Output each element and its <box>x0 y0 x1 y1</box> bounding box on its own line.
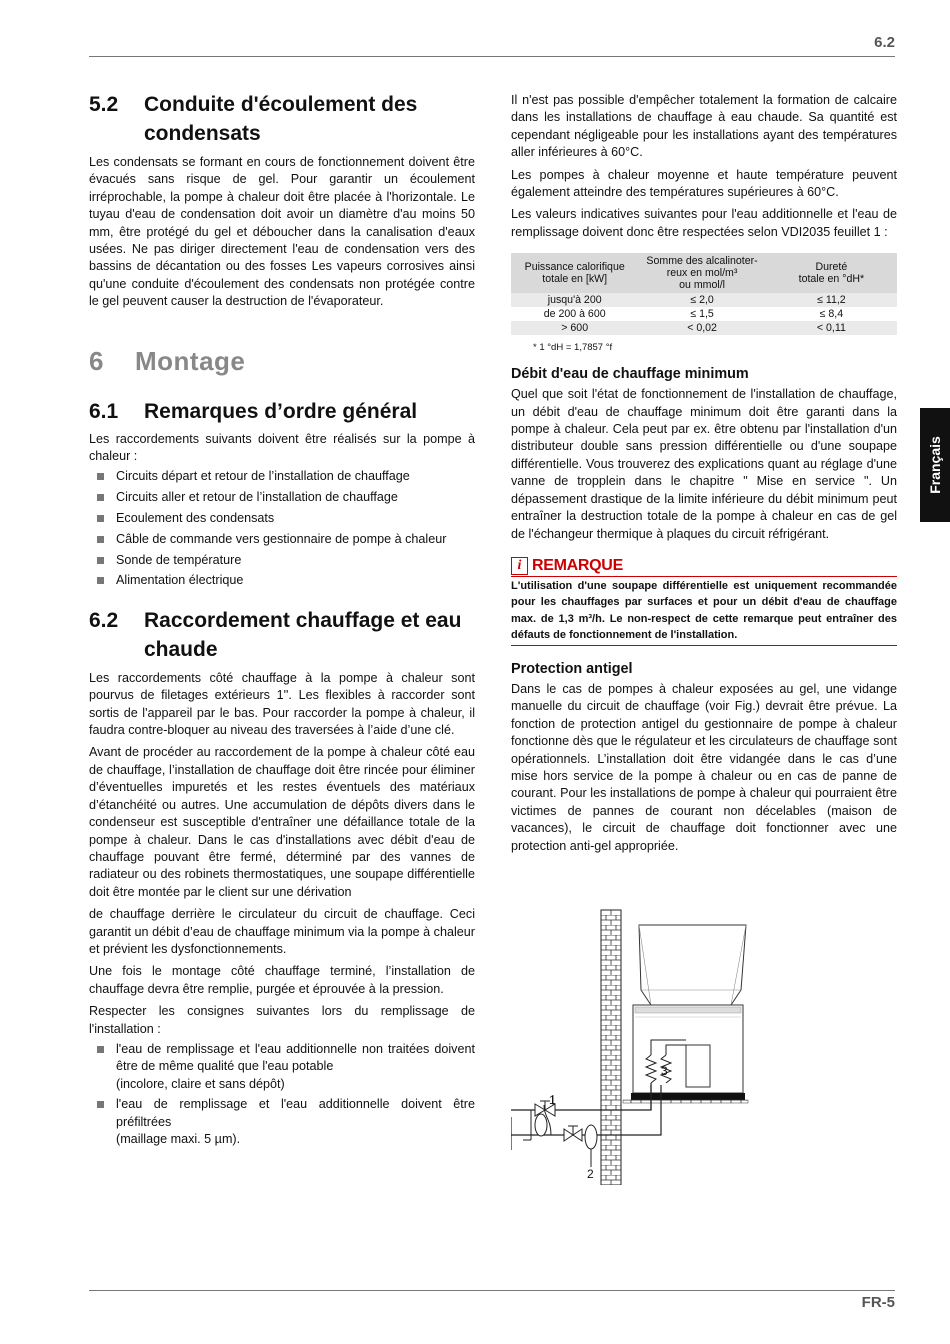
section-6-2-paragraph: Avant de procéder au raccordement de la pompe à chaleur côté eau de chauffage, l’installation de chauffage doit être rincée pour éliminer d’éventuelles impuretés et les restes éventuels des matériaux d’étanchéité ou autres. Une accumulation de dépôts divers dans le condenseur est susceptible d'entraîner une défaillance totale de la pompe à chaleur. Dans le cas d'installations avec débit d'eau de chauffage pouvant être fermé, déterminé par des vannes de radiateur ou des robinets thermostatiques, une soupape différentielle doit être montée par le client sur une dérivation <box>89 745 475 899</box>
section-6-2-paragraph: de chauffage derrière le circulateur du circuit de chauffage. Ceci garantit un débit d’eau de chauffage minimum via la pompe à chaleur et prévient les dysfonctionnements. <box>89 907 475 956</box>
list-item: Alimentation électrique <box>89 572 475 589</box>
chapter-title: Montage <box>135 345 246 376</box>
table-row <box>511 321 897 335</box>
table-cell: jusqu'à 200 <box>511 293 638 307</box>
table-header-cell: Puissance calorifique totale en [kW] <box>511 253 638 293</box>
note-header <box>511 557 897 577</box>
heat-pump-hood <box>639 925 746 1005</box>
subheading-antifreeze: Protection antigel <box>511 660 633 677</box>
table-cell: ≤ 2,0 <box>638 293 765 307</box>
chapter-6-heading <box>89 345 475 377</box>
subheading-minimum-flow: Débit d'eau de chauffage minimum <box>511 366 749 383</box>
right-column <box>511 92 897 860</box>
drain-valve-diagram <box>511 905 761 1185</box>
chapter-number: 6 <box>89 345 104 376</box>
internal-tank <box>686 1045 710 1087</box>
square-bullet-icon <box>97 494 104 501</box>
table-header-cell: Somme des alcalinoter- reux en mol/m³ ou mmol/l <box>638 253 765 293</box>
section-title: Remarques d’ordre général <box>144 399 418 423</box>
section-6-2-paragraph: Respecter les consignes suivantes lors du remplissage de l'installation : <box>89 1004 475 1036</box>
section-number: 5.2 <box>89 93 119 116</box>
paragraph: Il n'est pas possible d'empêcher totalement la formation de calcaire dans les installations de chauffage à eau chaude. Sa quantité est cependant négligeable pour les installations ayant des températures aller inférieures à 60°C. <box>511 93 897 160</box>
language-tab-label: Français <box>927 436 943 494</box>
note-text: L'utilisation d'une soupape différentielle est uniquement recommandée pour les chauffages par surfaces et pour un débit d'eau de chauffage max. de 1,3 m³/h. Le non-respect de cette remarque peut entraîner des défauts de fonctionnement de l'installation. <box>511 577 897 646</box>
supply-pipe <box>511 1085 651 1110</box>
filling-rules-list <box>89 1041 475 1148</box>
square-bullet-icon <box>97 1046 104 1053</box>
section-number: 6.2 <box>89 608 119 632</box>
list-item: l'eau de remplissage et l'eau additionnelle doivent être préfiltrées (maillage maxi. 5 µm). <box>89 1096 475 1148</box>
table-footnote: * 1 °dH = 1,7857 °f <box>533 342 613 354</box>
table-cell: < 0,02 <box>638 321 765 335</box>
water-hardness-table <box>511 253 897 335</box>
table-cell: < 0,11 <box>766 321 897 335</box>
list-item: Sonde de température <box>89 552 475 569</box>
table-cell: ≤ 11,2 <box>766 293 897 307</box>
connections-list <box>89 468 475 589</box>
heat-pump-base <box>631 1093 745 1100</box>
paragraph: Dans le cas de pompes à chaleur exposées au gel, une vidange manuelle du circuit de chauffage (voir Fig.) devrait être prévue. La fonction de protection antigel du gestionnaire de pompe à chaleur fonctionne dès que le régulateur et les circulateurs de chauffage sont opérationnels. L’installation doit être vidangée dans le cas d’une mise hors service de la pompe à chaleur ou en cas de panne de courant. Pour les installations de pompe à chaleur qui pourraient être victimes de pannes de courant non décelables (maison de vacances), le circuit de chauffage doit fonctionner avec une protection anti-gel appropriée. <box>511 681 897 853</box>
table-row <box>511 307 897 321</box>
square-bullet-icon <box>97 577 104 584</box>
drain-valve-2-icon <box>564 1125 597 1167</box>
figure-label-3: 3 <box>661 1064 668 1078</box>
square-bullet-icon <box>97 536 104 543</box>
square-bullet-icon <box>97 1101 104 1108</box>
header-rule <box>89 56 895 57</box>
list-item: Circuits départ et retour de l’installation de chauffage <box>89 468 475 485</box>
list-item: l'eau de remplissage et l'eau additionnelle non traitées doivent être de même qualité que l'eau potable (incolore, claire et sans dépôt) <box>89 1041 475 1093</box>
section-title: Raccordement chauffage et eau chaude <box>144 608 462 661</box>
table-header-cell: Dureté totale en °dH* <box>766 253 897 293</box>
section-6-2-paragraph: Les raccordements côté chauffage à la pompe à chaleur sont pourvus de filetages extérieurs 1''. Les flexibles à raccorder sont sortis de l'appareil par le bas. Pour raccorder la pompe à chaleur, il faudra contre-bloquer au niveau des traversées à l’aide d’une clé. <box>89 670 475 738</box>
table-cell: de 200 à 600 <box>543 308 606 321</box>
note-title: REMARQUE <box>532 556 623 574</box>
table-cell: ≤ 1,5 <box>690 308 714 321</box>
header-section-number: 6.2 <box>874 34 895 51</box>
wall-shape <box>601 910 621 1185</box>
list-item: Circuits aller et retour de l’installation de chauffage <box>89 489 475 506</box>
list-item: Ecoulement des condensats <box>89 510 475 527</box>
left-column <box>89 90 475 1151</box>
footer-page-number: FR-5 <box>861 1294 895 1311</box>
table-cell: > 600 <box>511 321 638 335</box>
section-title: Conduite d'écoulement des condensats <box>144 93 418 145</box>
figure-label-2: 2 <box>587 1167 594 1181</box>
note-box <box>511 557 897 646</box>
language-tab <box>920 408 950 522</box>
info-icon: i <box>511 557 528 575</box>
paragraph: Les valeurs indicatives suivantes pour l'eau additionnelle et l'eau de remplissage doivent donc être respectées selon VDI2035 feuillet 1 : <box>511 207 897 239</box>
section-6-1-intro: Les raccordements suivants doivent être réalisés sur la pompe à chaleur : <box>89 431 475 464</box>
section-6-1-heading <box>89 397 475 426</box>
square-bullet-icon <box>97 515 104 522</box>
section-5-2-heading <box>89 90 475 148</box>
figure-label-1: 1 <box>549 1093 556 1107</box>
table-header-row <box>511 253 897 293</box>
paragraph: Les pompes à chaleur moyenne et haute température peuvent également atteindre des températures supérieures à 60°C. <box>511 167 897 200</box>
footer-rule <box>89 1290 895 1291</box>
table-cell: ≤ 8,4 <box>819 308 844 321</box>
square-bullet-icon <box>97 473 104 480</box>
section-6-2-heading <box>89 606 475 664</box>
paragraph: Quel que soit l'état de fonctionnement de l'installation de chauffage, un débit d'eau de chauffage minimum doit être garanti dans la pompe à chaleur. Cela peut par ex. être obtenu par l'installation d'un distributeur double sans pression différentielle ou d'une soupape différentielle. Vous trouverez des explications quant au réglage d'une vanne de tropplein dans le chapitre " Mise en service ". Un dépassement drastique de la limite inférieure du débit minimum peut entraîner la destruction totale de la pompe à chaleur en cas de gel de l'échangeur thermique à plaques du circuit réfrigérant. <box>511 387 897 541</box>
list-item: Câble de commande vers gestionnaire de pompe à chaleur <box>89 531 475 548</box>
square-bullet-icon <box>97 557 104 564</box>
section-5-2-text: Les condensats se formant en cours de fonctionnement doivent être évacués sans risque de gel. Pour garantir un écoulement irréprochable, la pompe à chaleur doit être placée à l'horizontale. Le tuyau d'eau de condensation doit avoir un diamètre d'au moins 50 mm, être protégé du gel et déboucher dans la canalisation d'eaux usées. Ne pas diriger directement l'eau de condensation vers des bassins de décantation ou des fosses Les vapeurs corrosives ainsi qu'une conduite d'écoulement des condensats non protégée contre le gel peuvent causer la destruction de l'évaporateur. <box>89 155 475 309</box>
section-6-2-paragraph: Une fois le montage côté chauffage terminé, l’installation de chauffage devra être remplie, purgée et éprouvée à la pression. <box>89 964 475 996</box>
section-number: 6.1 <box>89 399 119 423</box>
table-row <box>511 293 897 307</box>
